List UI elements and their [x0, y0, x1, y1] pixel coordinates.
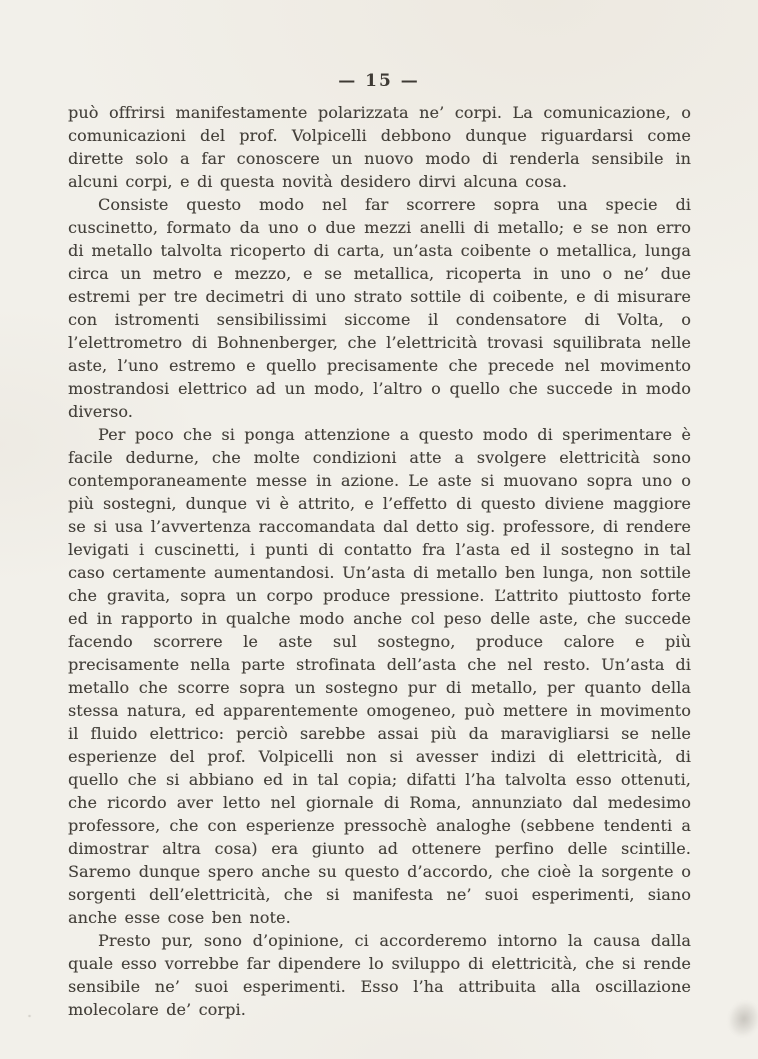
scan-speck [27, 1014, 32, 1018]
paragraph-continuation: può offrirsi manifestamente polarizzata ne’ corpi. La comunicazione, o comunicazioni del prof. Volpicelli debbono dunque riguardarsi come dirette solo a far conoscere un nuovo modo di renderla sensibile in alcuni corpi, e di questa novità desidero dirvi alcuna cosa. [68, 103, 691, 191]
scan-smudge [715, 987, 758, 1050]
paragraph: Presto pur, sono d’opinione, ci accorderemo intorno la causa dalla quale esso vorrebbe far dipendere lo sviluppo di elettricità, che si rende sensibile ne’ suoi esperimenti. Esso l’ha attribuita alla oscillazione molecolare de’ corpi. [68, 931, 691, 1019]
paragraph: Consiste questo modo nel far scorrere sopra una specie di cuscinetto, formato da uno o due mezzi anelli di metallo; e se non erro di metallo talvolta ricoperto di carta, un’asta coibente o metallica, lunga circa un metro e mezzo, e se metallica, ricoperta in uno o ne’ due estremi per tre decimetri di uno strato sottile di coibente, e di misurare con istromenti sensibilissimi siccome il condensatore di Volta, o l’elettrometro di Bohnenberger, che l’elettricità trovasi squilibrata nelle aste, l’uno estremo e quello precisamente che precede nel movimento mostrandosi elettrico ad un modo, l’altro o quello che succede in modo diverso. [68, 195, 691, 421]
paragraph: Per poco che si ponga attenzione a questo modo di sperimentare è facile dedurne, che molte condizioni atte a svolgere elettricità sono contemporaneamente messe in azione. Le aste si muovano sopra uno o più sostegni, dunque vi è attrito, e l’effetto di questo diviene maggiore se si usa l’avvertenza raccomandata dal detto sig. professore, di rendere levigati i cuscinetti, i punti di contatto fra l’asta ed il sostegno in tal caso certamente aumentandosi. Un’asta di metallo ben lunga, non sottile che gravita, sopra un corpo produce pressione. L’attrito piuttosto forte ed in rapporto in qualche modo anche col peso delle aste, che succede facendo scorrere le aste sul sostegno, produce calore e più precisamente nella parte strofinata dell’asta che nel resto. Un’asta di metallo che scorre sopra un sostegno pur di metallo, per quanto della stessa natura, ed apparentemente omogeneo, può mettere in movimento il fluido elettrico: perciò sarebbe assai più da maravigliarsi se nelle esperienze del prof. Volpicelli non si avesser indizi di elettricità, di quello che si abbiano ed in tal copia; difatti l’ha talvolta esso ottenuti, che ricordo aver letto nel giornale di Roma, annunziato dal medesimo professore, che con esperienze pressochè analoghe (sebbene tendenti a dimostrar altra cosa) era giunto ad ottenere perfino delle scintille. Saremo dunque spero anche su questo d’accordo, che cioè la sorgente o sorgenti dell’elettricità, che si manifesta ne’ suoi esperimenti, siano anche esse cose ben note. [68, 425, 691, 927]
body-text [68, 101, 691, 1021]
page-number-header: — 15 — [338, 71, 420, 91]
